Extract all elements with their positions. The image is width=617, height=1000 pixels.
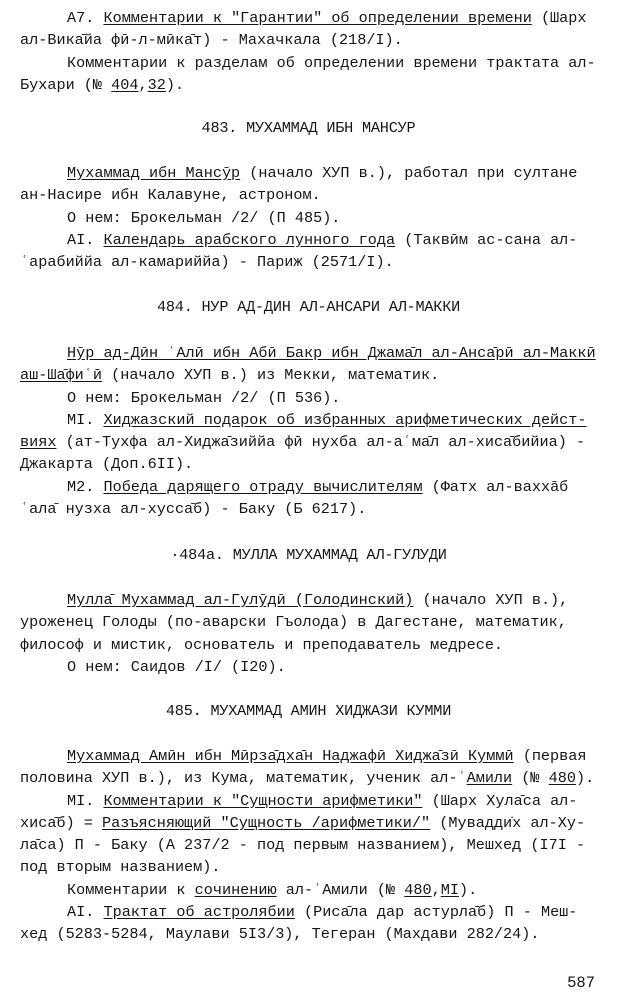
text-run: ʿала̄ нузха ал-хусса̄б) - Баку (Б 6217). [20,500,367,519]
text-run: (Шарх Хула̄са ал- [422,791,578,810]
text-run: (№ [512,769,549,788]
text-line [20,162,602,184]
entry-484a [20,589,602,678]
underlined-text: Мухаммад Амӣн ибн Мӣрза̄дха̄н Наджафӣ Хиджа̄зӣ Куммӣ [67,747,514,765]
text-run: О нем: Брокельман /2/ (П 485). [67,208,341,227]
underlined-text: Амили [466,769,513,788]
text-run: (Шарх [531,9,587,27]
text-line [20,634,602,656]
text-run: MI. [67,791,104,810]
text-run: (начало ХУП в.), [413,591,569,609]
text-line [20,745,602,767]
entry-484 [20,342,602,520]
underlined-text: 480 [548,769,576,788]
text-run: О нем: Саидов /I/ (I20). [67,657,286,676]
text-run: Комментарии к разделам об определении времени трактата ал- [67,53,596,72]
text-run: (Риса̄ла дар астурла̄б) П - Меш- [294,903,578,922]
underlined-text: сочинению [194,880,277,899]
underlined-text: 404 [111,75,139,94]
section-heading-483: 483. МУХАММАД ИБН МАНСУР [201,119,416,137]
text-run: Бухари (№ [20,75,112,94]
text-line [20,52,602,74]
text-run: философ и мистик, основатель и преподаватель медресе. [20,635,504,654]
text-run: (ат-Тухфа ал-Хиджа̄зиййа фӣ нухба ал-аʿма̄л ал-хиса̄бийиа) - [56,433,586,452]
page-number: 587 [567,974,595,992]
underlined-text: Комментарии к "Гарантии" об определении времени [103,9,532,27]
text-run: ). [458,880,478,899]
underlined-text: 32 [147,75,166,94]
text-line [20,790,602,812]
text-line [20,342,602,364]
text-run: ). [165,75,185,94]
text-run: (Мувадди̇х ал-Ху- [430,813,586,832]
text-run: под вторым названием). [20,858,221,877]
underlined-text: 480 [404,880,432,899]
underlined-text: Разъясняющий "Сущность /арифметики/" [102,813,431,832]
entry-485 [20,745,602,946]
text-run: Джакарта (Доп.6II). [20,455,194,474]
text-line [20,834,602,856]
text-line [20,207,602,229]
text-run: ал-ʿАмили (№ [276,880,405,899]
text-run: Комментарии к [67,880,195,899]
text-run: (Таквӣм ас-сана ал- [395,230,578,249]
text-line [20,879,602,901]
text-run: (начало ХУП в.) из Мекки, математик. [102,366,440,385]
text-run: AI. [67,903,104,922]
underlined-text: виях [20,433,57,452]
text-line [20,611,602,633]
text-run: ла̄са) П - Баку (А 237/2 - под первым названием), Мешхед (I7I - [20,836,586,855]
text-run: MI. [67,410,104,429]
text-run: половина ХУП в.), из Кума, математик, ученик ал-ʿ [20,769,467,788]
text-run: ). [575,769,595,788]
underlined-text: Мулла̄ Мухаммад ал-Гулӯдӣ (Голодинский) [67,591,414,609]
underlined-text: Нӯр ад-Дӣн ʿАлӣ ибн Абӣ Бакр ибн Джама̄л ал-Анса̄рӣ ал-Маккӣ [67,344,596,362]
text-run: А7. [67,9,104,27]
text-run: ан-Насире ибн Калавуне, астроном. [20,186,321,205]
underlined-text: аш-Ша̄фиʿӣ [20,366,103,385]
text-run: ал-Вика̄йа фӣ-л-мӣка̄т) - Махачкала (218/I). [20,31,403,50]
underlined-text: Календарь арабского лунного года [103,230,396,249]
text-line [20,364,602,386]
text-line [20,589,602,611]
text-line [20,498,602,520]
section-heading-484a: ·484а. МУЛЛА МУХАММАД АЛ-ГУЛУДИ [170,546,447,564]
entry-483 [20,162,602,273]
text-line [20,923,602,945]
section-heading-484: 484. НУР АД-ДИН АЛ-АНСАРИ АЛ-МАККИ [156,298,461,316]
text-line [20,74,602,96]
underlined-text: MI [440,880,459,899]
entry-482-continuation [20,7,602,96]
text-run: хед (5283-5284, Маулави 5I3/3), Тегеран (Махдави 282/24). [20,925,540,944]
text-line [20,387,602,409]
text-run: (начало ХУП в.), работал при султане [240,164,578,182]
text-line [20,453,602,475]
text-line [20,29,602,51]
text-run: ʿарабиййа ал-камариййа) - Париж (2571/I). [20,253,394,272]
text-line [20,184,602,206]
text-line [20,431,602,453]
text-run: AI. [67,230,104,249]
text-run: , [431,880,441,899]
text-line [20,901,602,923]
text-run: , [138,75,148,94]
text-run: M2. [67,477,104,496]
text-run: уроженец Голоды (по-аварски Гъолода) в Дагестане, математик, [20,613,567,632]
text-line [20,476,602,498]
text-line [20,251,602,273]
text-run: О нем: Брокельман /2/ (П 536). [67,388,341,407]
text-line [20,656,602,678]
underlined-text: Победа дарящего отраду вычислителям [103,477,423,496]
text-line [20,409,602,431]
text-line [20,767,602,789]
text-line [20,856,602,878]
underlined-text: Трактат об астролябии [103,903,295,922]
text-line [20,229,602,251]
text-line [20,812,602,834]
underlined-text: Мухаммад ибн Мансӯр [67,164,241,182]
text-run: хиса̄б) = [20,813,103,832]
underlined-text: Комментарии к "Сущности арифметики" [103,791,423,810]
section-heading-485: 485. МУХАММАД АМИН ХИДЖАЗИ КУММИ [165,702,452,720]
underlined-text: Хиджазский подарок об избранных арифметических дейст- [103,410,587,429]
text-line [20,7,602,29]
text-run: (Фатх ал-ваххāб [422,477,569,496]
text-run: (первая [513,747,587,765]
